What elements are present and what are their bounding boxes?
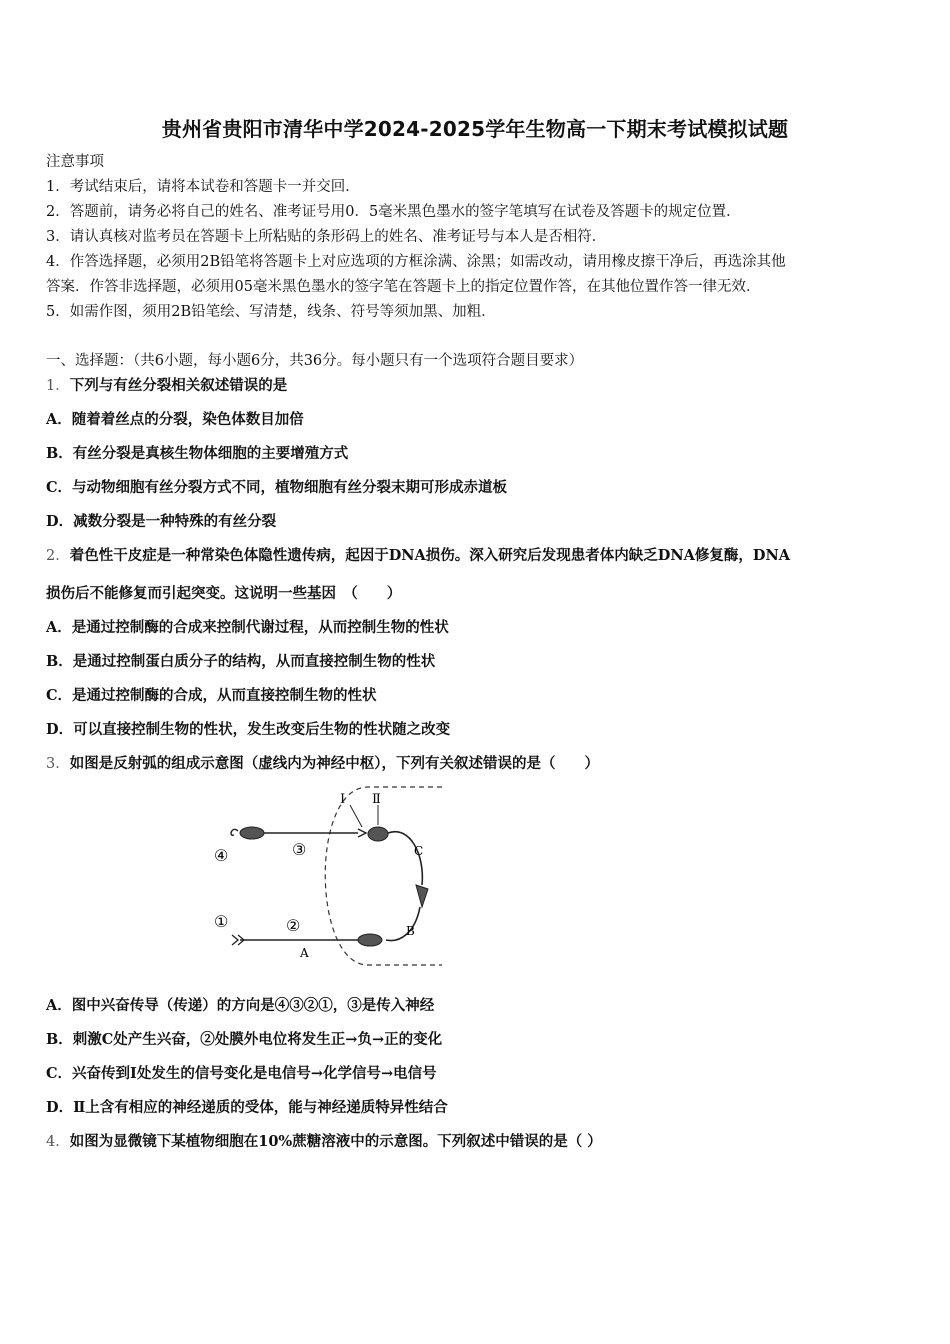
label-ii: Ⅱ bbox=[372, 792, 381, 807]
option-text: 有丝分裂是真核生物体细胞的主要增殖方式 bbox=[72, 445, 349, 462]
option-text: Ⅱ上含有相应的神经递质的受体，能与神经递质特异性结合 bbox=[73, 1099, 448, 1116]
option-text: 随着着丝点的分裂，染色体数目加倍 bbox=[71, 411, 304, 428]
efferent-fiber-end bbox=[231, 829, 238, 835]
option-text: 与动物细胞有丝分裂方式不同，植物细胞有丝分裂末期可形成赤道板 bbox=[72, 479, 508, 496]
option-b bbox=[46, 652, 906, 672]
question-number: 2． bbox=[46, 548, 70, 564]
option-c bbox=[46, 1064, 906, 1084]
option-a bbox=[46, 410, 906, 430]
question-stem: 如图为显微镜下某植物细胞在10%蔗糖溶液中的示意图。下列叙述中错误的是（ ） bbox=[69, 1133, 602, 1150]
notice-item: 1．考试结束后，请将本试卷和答题卡一并交回． bbox=[46, 179, 360, 195]
label-b: B bbox=[406, 924, 415, 938]
option-text: 可以直接控制生物的性状，发生改变后生物的性状随之改变 bbox=[73, 721, 451, 738]
option-label: B． bbox=[46, 653, 73, 670]
section-heading: 一、选择题：（共6小题，每小题6分，共36分。每小题只有一个选项符合题目要求） bbox=[46, 353, 584, 369]
afferent-neuron-body bbox=[358, 934, 382, 946]
label-2: ② bbox=[286, 916, 301, 935]
option-text: 是通过控制蛋白质分子的结构，从而直接控制生物的性状 bbox=[72, 653, 436, 670]
option-label: B． bbox=[46, 445, 73, 462]
option-text: 刺激C处产生兴奋，②处膜外电位将发生正→负→正的变化 bbox=[72, 1031, 443, 1048]
option-label: D． bbox=[46, 721, 74, 738]
option-d bbox=[46, 512, 906, 532]
option-text: 减数分裂是一种特殊的有丝分裂 bbox=[73, 513, 277, 530]
interneuron-body bbox=[368, 827, 388, 841]
notice-item: 2．答题前，请务必将自己的姓名、准考证号用0．5毫米黑色墨水的签字笔填写在试卷及答题卡的规定位置． bbox=[46, 204, 741, 220]
question-4 bbox=[46, 1132, 906, 1152]
option-label: B． bbox=[46, 1031, 73, 1048]
option-b bbox=[46, 1030, 906, 1050]
option-c bbox=[46, 478, 906, 498]
option-text: 兴奋传到Ⅰ处发生的信号变化是电信号→化学信号→电信号 bbox=[72, 1065, 437, 1082]
option-label: C． bbox=[46, 687, 73, 704]
notice-item: 答案．作答非选择题，必须用05毫米黑色墨水的签字笔在答题卡上的指定位置作答，在其他位置作答一律无效． bbox=[46, 279, 761, 295]
reflex-arc-figure bbox=[200, 785, 450, 975]
question-number: 3． bbox=[46, 756, 70, 772]
notice-item: 5．如需作图，须用2B铅笔绘、写清楚，线条、符号等须加黑、加粗． bbox=[46, 304, 496, 320]
notice-heading: 注意事项 bbox=[46, 154, 104, 170]
efferent-neuron-body bbox=[240, 827, 264, 839]
label-a: A bbox=[300, 946, 309, 960]
option-label: C． bbox=[46, 479, 73, 496]
option-a bbox=[46, 618, 906, 638]
option-a bbox=[46, 996, 906, 1016]
notice-item: 3．请认真核对监考员在答题卡上所粘贴的条形码上的姓名、准考证号与本人是否相符． bbox=[46, 229, 607, 245]
option-text: 是通过控制酶的合成，从而直接控制生物的性状 bbox=[72, 687, 377, 704]
label-i: I bbox=[340, 792, 346, 807]
option-c bbox=[46, 686, 906, 706]
option-label: A． bbox=[46, 619, 72, 636]
question-stem-continued: 损伤后不能修复而引起突变。这说明一些基因 （ ） bbox=[46, 585, 402, 602]
option-label: D． bbox=[46, 1099, 74, 1116]
question-stem: 如图是反射弧的组成示意图（虚线内为神经中枢），下列有关叙述错误的是（ ） bbox=[69, 755, 599, 772]
synapse-i bbox=[358, 829, 366, 837]
option-text: 图中兴奋传导（传递）的方向是④③②①，③是传入神经 bbox=[71, 997, 435, 1014]
option-label: A． bbox=[46, 411, 72, 428]
question-stem: 着色性干皮症是一种常染色体隐性遗传病，起因于DNA损伤。深入研究后发现患者体内缺乏DNA修复酶，DNA bbox=[69, 547, 790, 564]
label-4: ④ bbox=[214, 846, 229, 865]
label-c: C bbox=[414, 844, 424, 858]
notice-item: 4．作答选择题，必须用2B铅笔将答题卡上对应选项的方框涂满、涂黑；如需改动，请用橡皮擦干净后，再选涂其他 bbox=[46, 254, 786, 270]
question-stem: 下列与有丝分裂相关叙述错误的是 bbox=[69, 377, 288, 394]
interneuron-mid bbox=[416, 885, 428, 907]
label-1: ① bbox=[214, 912, 229, 931]
option-d bbox=[46, 720, 906, 740]
option-label: D． bbox=[46, 513, 74, 530]
interneuron-fiber-c bbox=[388, 832, 422, 885]
option-text: 是通过控制酶的合成来控制代谢过程，从而控制生物的性状 bbox=[71, 619, 449, 636]
question-number: 1． bbox=[46, 378, 70, 394]
page-title: 贵州省贵阳市清华中学2024-2025学年生物高一下期末考试模拟试题 bbox=[161, 117, 789, 141]
question-3 bbox=[46, 754, 906, 774]
neural-center-boundary bbox=[325, 787, 442, 965]
pointer-i bbox=[350, 805, 362, 827]
question-1 bbox=[46, 376, 906, 396]
option-label: A． bbox=[46, 997, 72, 1014]
question-2 bbox=[46, 546, 906, 566]
label-3: ③ bbox=[292, 840, 307, 859]
option-b bbox=[46, 444, 906, 464]
question-number: 4． bbox=[46, 1134, 70, 1150]
option-d bbox=[46, 1098, 906, 1118]
option-label: C． bbox=[46, 1065, 73, 1082]
interneuron-fiber-b bbox=[386, 907, 420, 941]
